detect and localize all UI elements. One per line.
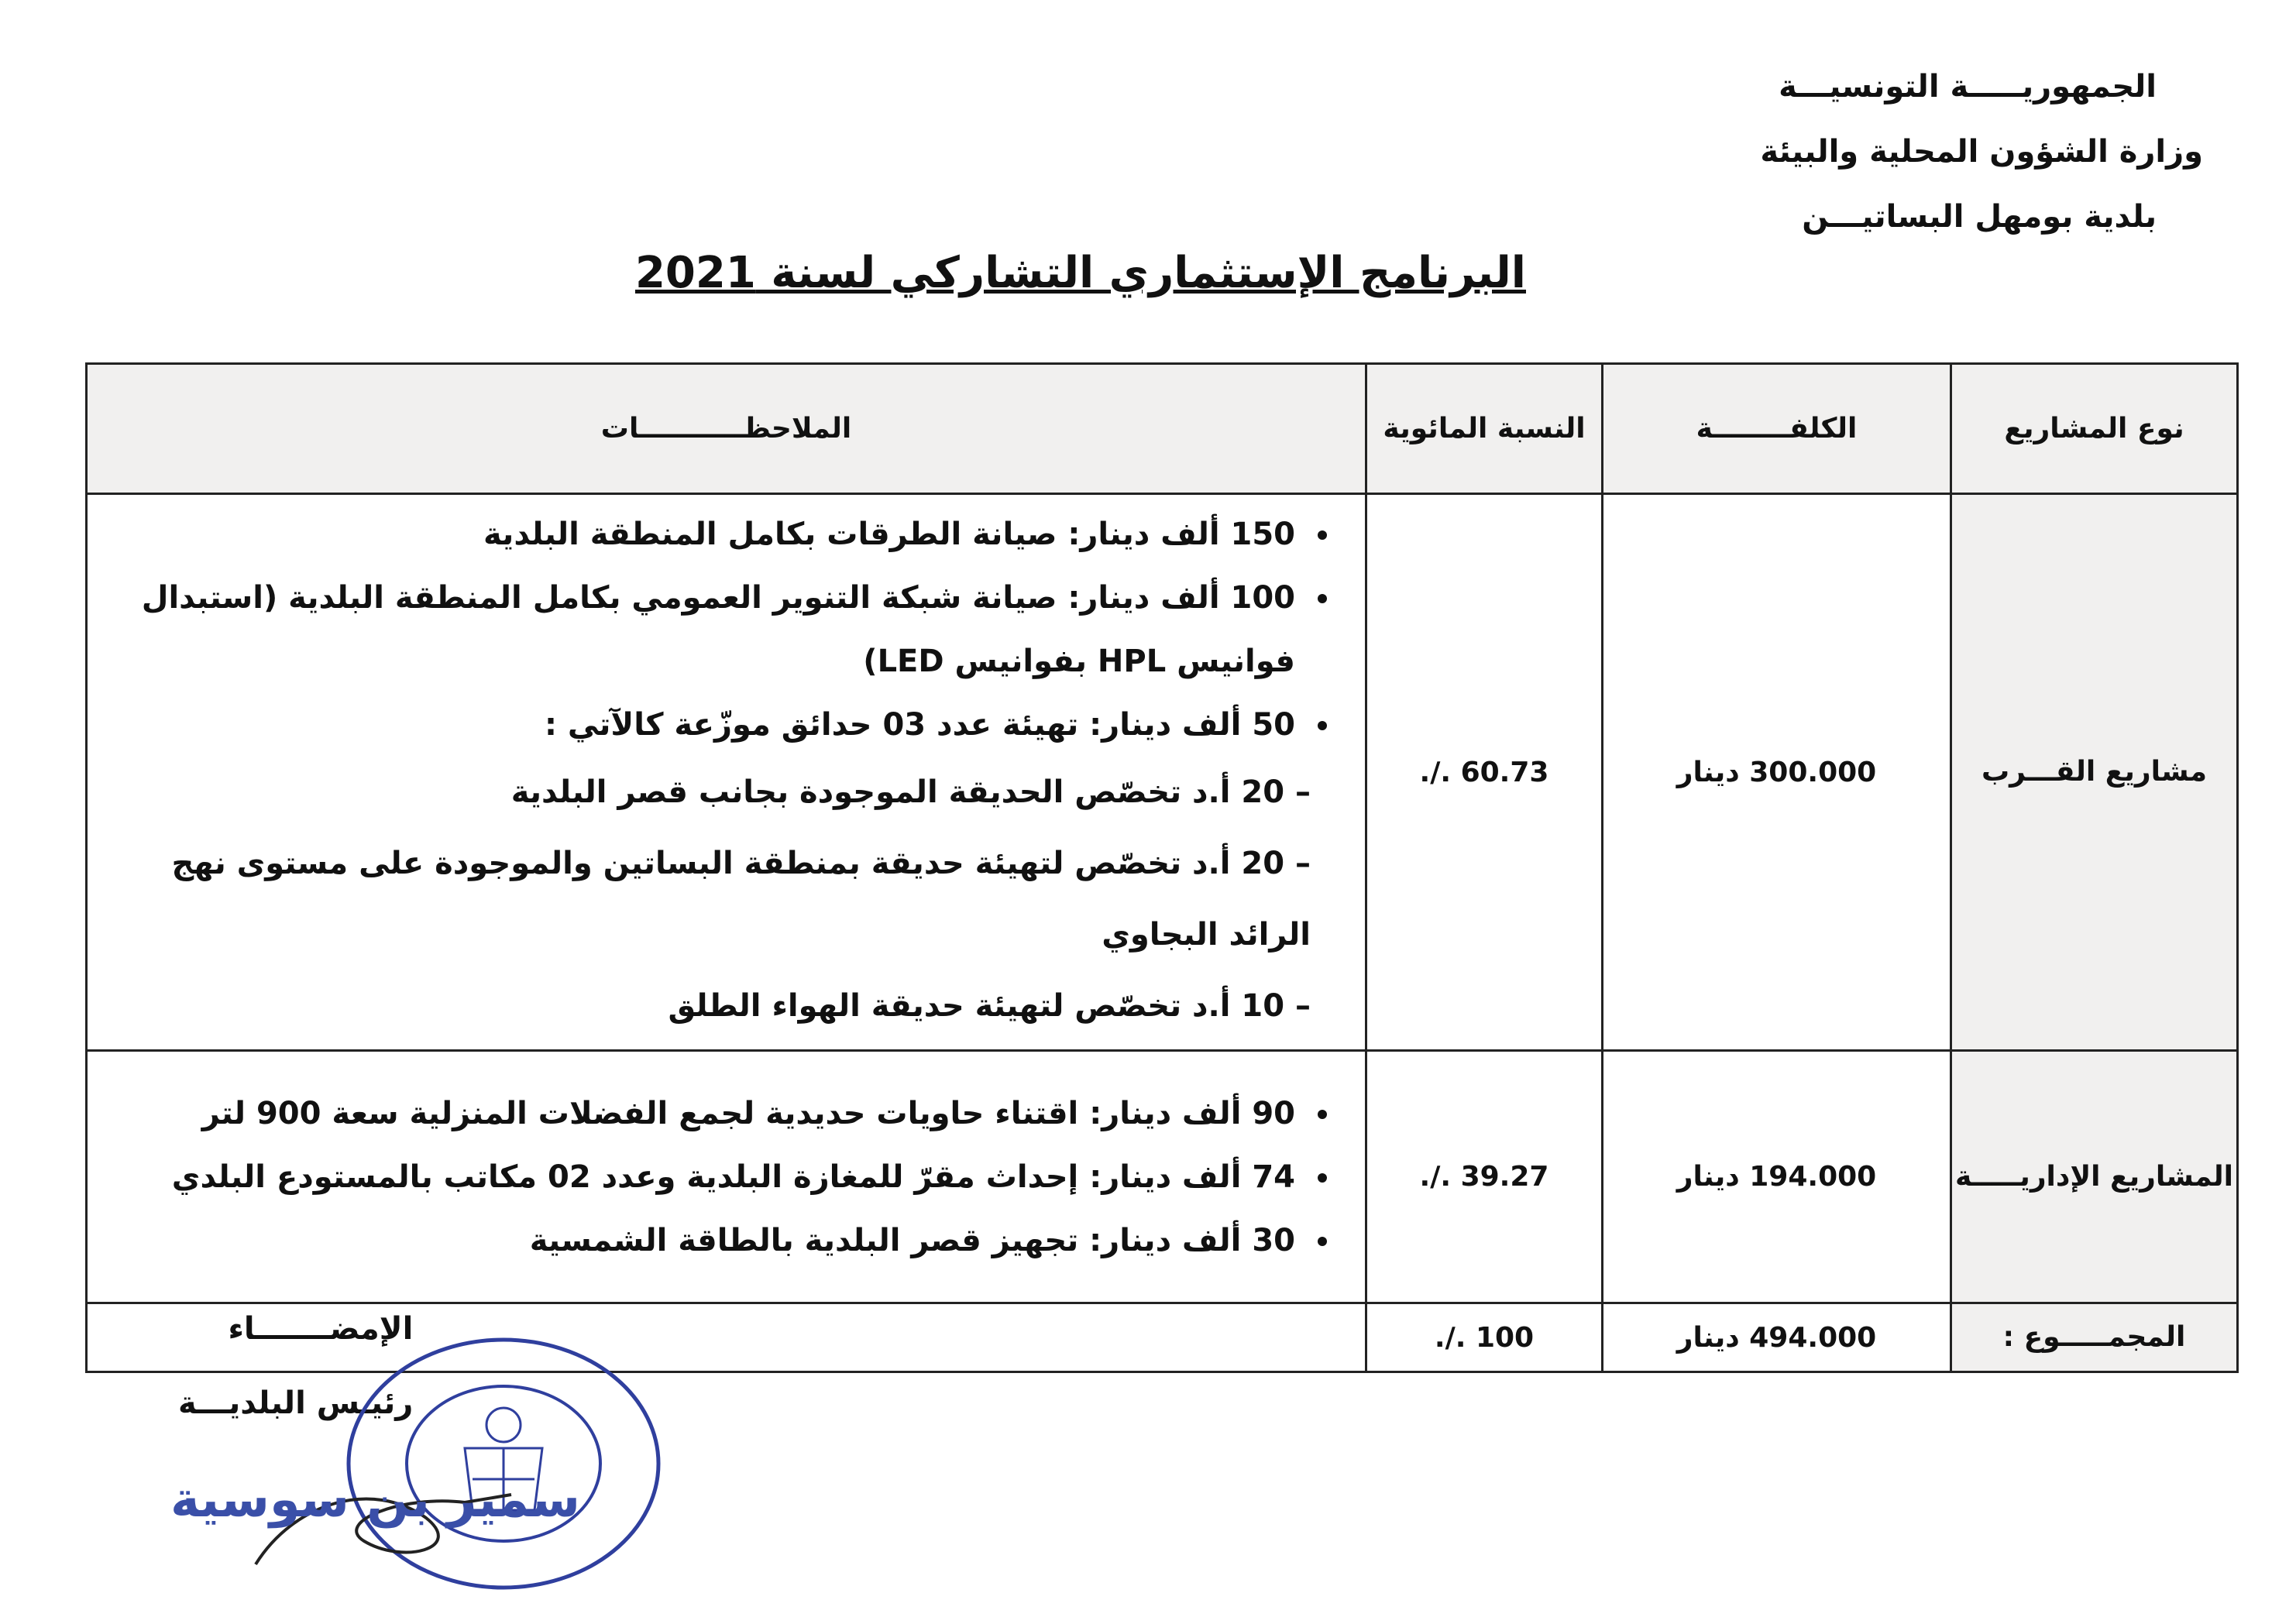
list-item: • 150 ألف دينار: صيانة الطرقات بكامل المنطقة البلدية [111, 503, 1303, 566]
list-item: • 30 ألف دينار: تجهيز قصر البلدية بالطاقة الشمسية [111, 1209, 1303, 1272]
table-row [87, 494, 2238, 1051]
row1-cost: 300.000 دينار [1603, 494, 1951, 1051]
header-percent: النسبة المائوية [1366, 364, 1603, 494]
program-table [85, 362, 2239, 1373]
letterhead [1760, 54, 2203, 249]
sub-list-item: – 20 أ.د تخصّص لتهيئة حديقة بمنطقة البساتين والموجودة على مستوى نهج الرائد البجاوي [111, 828, 1318, 970]
total-label: المجمـــــوع : [1951, 1303, 2238, 1372]
row2-notes [87, 1051, 1366, 1303]
row2-percent: 39.27 ./. [1366, 1051, 1603, 1303]
signer-name-stamp: سمير بن سوسية [170, 1471, 580, 1529]
header-cost: الكلفــــــــة [1603, 364, 1951, 494]
sub-list-item: – 20 أ.د تخصّص الحديقة الموجودة بجانب قصر البلدية [111, 757, 1318, 828]
letterhead-municipality: بلدية بومهل البساتيـــن [1802, 199, 2157, 235]
list-item: • 74 ألف دينار: إحداث مقرّ للمغازة البلدية وعدد 02 مكاتب بالمستودع البلدي [111, 1145, 1303, 1209]
table-row [87, 1051, 2238, 1303]
list-item: • 90 ألف دينار: اقتناء حاويات حديدية لجمع الفضلات المنزلية سعة 900 لتر [111, 1082, 1303, 1145]
header-type: نوع المشاريع [1951, 364, 2238, 494]
row2-cost: 194.000 دينار [1603, 1051, 1951, 1303]
signature-label: الإمضـــــــاء [228, 1311, 414, 1347]
total-percent: 100 ./. [1366, 1303, 1603, 1372]
letterhead-ministry: وزارة الشؤون المحلية والبيئة [1760, 134, 2203, 170]
list-item: • 50 ألف دينار: تهيئة عدد 03 حدائق موزّعة كالآتي : [111, 693, 1303, 757]
letterhead-republic: الجمهوريـــــة التونسيـــة [1779, 69, 2157, 105]
list-item: • 100 ألف دينار: صيانة شبكة التنوير العمومي بكامل المنطقة البلدية (استبدال فوانيس HPL بفوانيس LED) [111, 566, 1303, 693]
row1-type: مشاريع القـــرب [1951, 494, 2238, 1051]
header-notes: الملاحظـــــــــــات [87, 364, 1366, 494]
total-cost: 494.000 دينار [1603, 1303, 1951, 1372]
row1-percent: 60.73 ./. [1366, 494, 1603, 1051]
row2-type: المشاريع الإداريـــــة [1951, 1051, 2238, 1303]
sub-list-item: – 10 أ.د تخصّص لتهيئة حديقة الهواء الطلق [111, 970, 1318, 1042]
row1-notes [87, 494, 1366, 1051]
signature-role: رئيـس البلديـــة [178, 1385, 414, 1421]
document-title: البرنامج الإستثماري التشاركي لسنة 2021 [634, 248, 1526, 298]
table-header-row [87, 364, 2238, 494]
